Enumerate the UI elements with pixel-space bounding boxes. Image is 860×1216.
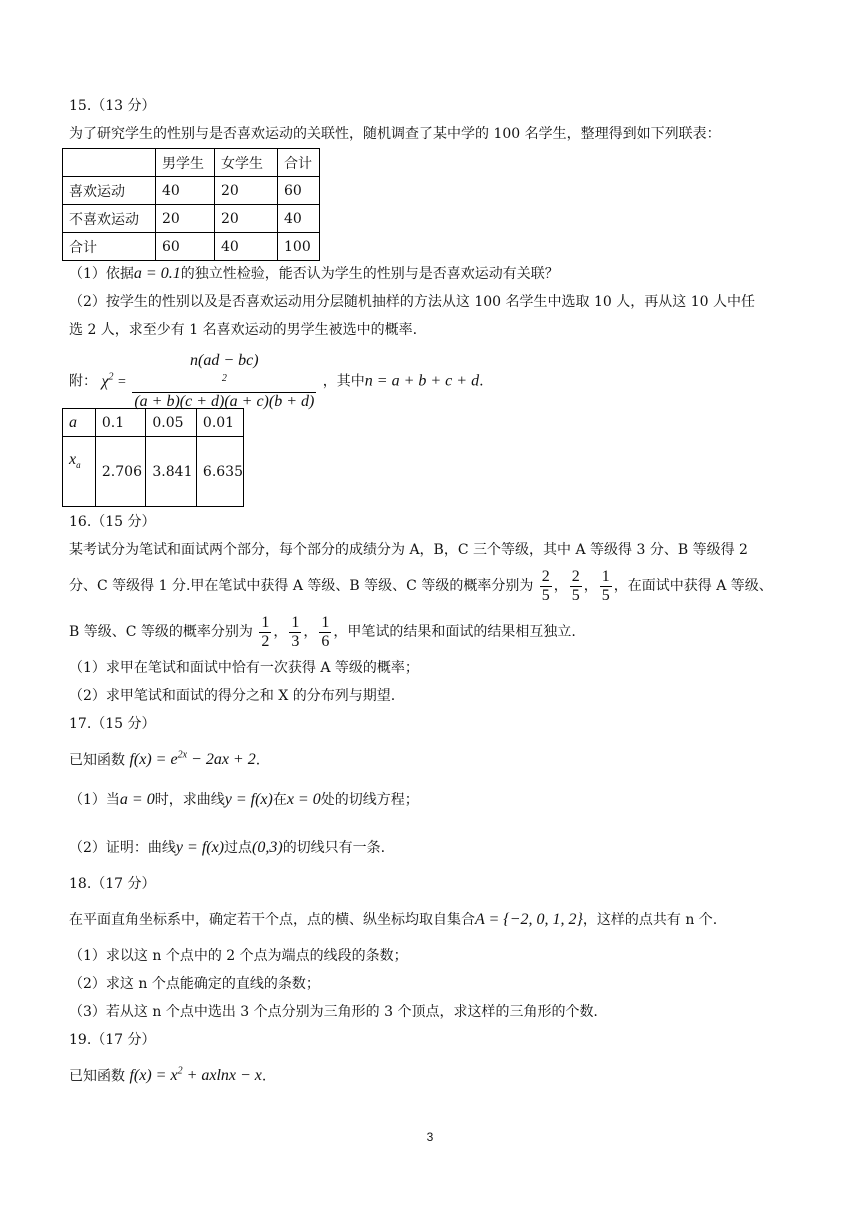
table-row — [63, 409, 244, 437]
text: （1）依据 — [69, 266, 134, 282]
table-row — [63, 437, 244, 507]
math-expression: (0,3) — [252, 839, 283, 856]
table-cell: 20 — [215, 177, 278, 205]
q16-part2: （2）求甲笔试和面试的得分之和 X 的分布列与期望. — [69, 688, 396, 704]
q15-intro: 为了研究学生的性别与是否喜欢运动的关联性，随机调查了某中学的 100 名学生，整理得到如下列联表： — [69, 126, 721, 142]
text: 在 — [272, 792, 287, 808]
table-cell: 喜欢运动 — [63, 177, 156, 205]
math-expression: A = {−2, 0, 1, 2} — [475, 911, 583, 928]
table-row — [63, 177, 320, 205]
table-cell: 6.635 — [196, 437, 243, 507]
critical-value-table — [62, 408, 244, 507]
chi-square-formula — [69, 352, 484, 411]
fraction: $\frac{2}{5}$ — [541, 567, 550, 604]
table-cell: $x_a$ — [63, 437, 96, 507]
fraction-denominator: (a + b)(c + d)(a + c)(b + d) — [134, 393, 315, 411]
text: 过点 — [224, 840, 253, 856]
fraction: $\frac{1}{5}$ — [601, 567, 610, 604]
contingency-table — [62, 148, 320, 261]
equals-sign: = — [117, 374, 126, 390]
q16-header: 16.（15 分） — [69, 514, 156, 530]
fraction: $\frac{1}{2}$ — [261, 613, 270, 650]
q16-line1: 某考试分为笔试和面试两个部分，每个部分的成绩分为 A，B，C 三个等级，其中 A 等级得 3 分、B 等级得 2 — [69, 542, 748, 558]
fraction-numerator: n(ad − bc) $^2$ — [132, 352, 316, 393]
q16-line2: 分、C 等级得 1 分.甲在笔试中获得 A 等级、B 等级、C 等级的概率分别为 $\frac{2}{5}$ ， $\frac{2}{5}$ ， $\frac{1}{5}$ ，在面试中获得 A 等级、 — [69, 567, 773, 604]
q15-part2-line1: （2）按学生的性别以及是否喜欢运动用分层随机抽样的方法从这 100 名学生中选取 10 人，再从这 10 人中任 — [69, 294, 755, 310]
math-expression: y = f(x) — [224, 791, 273, 808]
text: 已知函数 — [69, 1068, 125, 1085]
text: ，在面试中获得 A 等级、 — [613, 578, 773, 594]
table-cell: 20 — [215, 205, 278, 233]
table-cell: 100 — [278, 233, 320, 261]
table-cell: 0.1 — [95, 409, 146, 437]
text: . — [479, 373, 484, 390]
text: . — [261, 1068, 267, 1085]
q15-header: 15.（13 分） — [69, 98, 156, 114]
table-cell — [63, 149, 156, 177]
chi-fraction — [132, 352, 316, 411]
q18-header: 18.（17 分） — [69, 876, 156, 892]
q19-line1 — [69, 1062, 266, 1086]
fraction: $\frac{1}{3}$ — [291, 613, 300, 650]
math-expression: n = a + b + c + d — [364, 372, 480, 390]
q19-header: 19.（17 分） — [69, 1032, 156, 1048]
table-cell: 0.05 — [146, 409, 197, 437]
text: ，其中 — [322, 373, 365, 390]
q15-part1 — [69, 264, 559, 284]
appendix-label: 附： — [69, 373, 97, 390]
q18-part1: （1）求以这 n 个点中的 2 个点为端点的线段的条数； — [69, 948, 408, 964]
q18-part3: （3）若从这 n 个点中选出 3 个点分别为三角形的 3 个顶点，求这样的三角形的个数. — [69, 1004, 598, 1020]
table-cell: 40 — [278, 205, 320, 233]
text: 分、C 等级得 1 分.甲在笔试中获得 A 等级、B 等级、C 等级的概率分别为 — [69, 578, 534, 594]
table-cell: 3.841 — [146, 437, 197, 507]
text: ，这样的点共有 n 个. — [582, 912, 718, 928]
table-cell: 合计 — [63, 233, 156, 261]
chi-symbol: $\chi^2$ — [101, 371, 114, 390]
q17-line1 — [69, 746, 260, 770]
q15-part2-line2: 选 2 人，求至少有 1 名喜欢运动的男学生被选中的概率. — [69, 322, 418, 338]
table-cell: 2.706 — [95, 437, 146, 507]
text: 的独立性检验，能否认为学生的性别与是否喜欢运动有关联？ — [180, 266, 559, 282]
table-cell: 不喜欢运动 — [63, 205, 156, 233]
fraction: $\frac{1}{6}$ — [321, 613, 330, 650]
fraction: $\frac{2}{5}$ — [571, 567, 580, 604]
text: . — [255, 752, 261, 769]
table-cell: 40 — [215, 233, 278, 261]
text: ，甲笔试的结果和面试的结果相互独立. — [333, 624, 576, 640]
q16-line3: B 等级、C 等级的概率分别为 $\frac{1}{2}$ ， $\frac{1}{3}$ ， $\frac{1}{6}$ ，甲笔试的结果和面试的结果相互独立. — [69, 613, 576, 650]
math-expression: $f(x) = x^2 + axlnx - x$ — [129, 1066, 262, 1085]
text: B 等级、C 等级的概率分别为 — [69, 624, 253, 640]
q18-part2: （2）求这 n 个点能确定的直线的条数； — [69, 976, 320, 992]
table-cell: 合计 — [278, 149, 320, 177]
table-row — [63, 205, 320, 233]
text: 时，求曲线 — [154, 792, 225, 808]
table-cell: 60 — [156, 233, 215, 261]
table-cell: 0.01 — [196, 409, 243, 437]
math-expression: a = 0.1 — [133, 265, 181, 282]
text: 在平面直角坐标系中，确定若干个点，点的横、纵坐标均取自集合 — [69, 912, 475, 928]
table-cell: 40 — [156, 177, 215, 205]
text: （1）当 — [69, 792, 120, 808]
table-cell: 20 — [156, 205, 215, 233]
text: 处的切线方程； — [320, 792, 419, 808]
page-number: 3 — [426, 1130, 434, 1144]
text: 已知函数 — [69, 752, 125, 769]
table-row — [63, 149, 320, 177]
q18-line1 — [69, 910, 717, 930]
math-expression: a = 0 — [119, 791, 155, 808]
math-expression: $f(x) = e^{2x} - 2ax + 2$ — [129, 750, 256, 769]
table-cell: 60 — [278, 177, 320, 205]
math-expression: y = f(x) — [175, 839, 225, 856]
table-cell: 男学生 — [156, 149, 215, 177]
text: 的切线只有一条. — [282, 840, 386, 856]
q16-part1: （1）求甲在笔试和面试中恰有一次获得 A 等级的概率； — [69, 660, 419, 676]
q17-part1 — [69, 790, 419, 810]
q17-header: 17.（15 分） — [69, 716, 156, 732]
table-cell: a — [63, 409, 96, 437]
math-expression: x = 0 — [286, 791, 321, 808]
text: （2）证明：曲线 — [69, 840, 176, 856]
q17-part2 — [69, 838, 385, 858]
table-row — [63, 233, 320, 261]
table-cell: 女学生 — [215, 149, 278, 177]
